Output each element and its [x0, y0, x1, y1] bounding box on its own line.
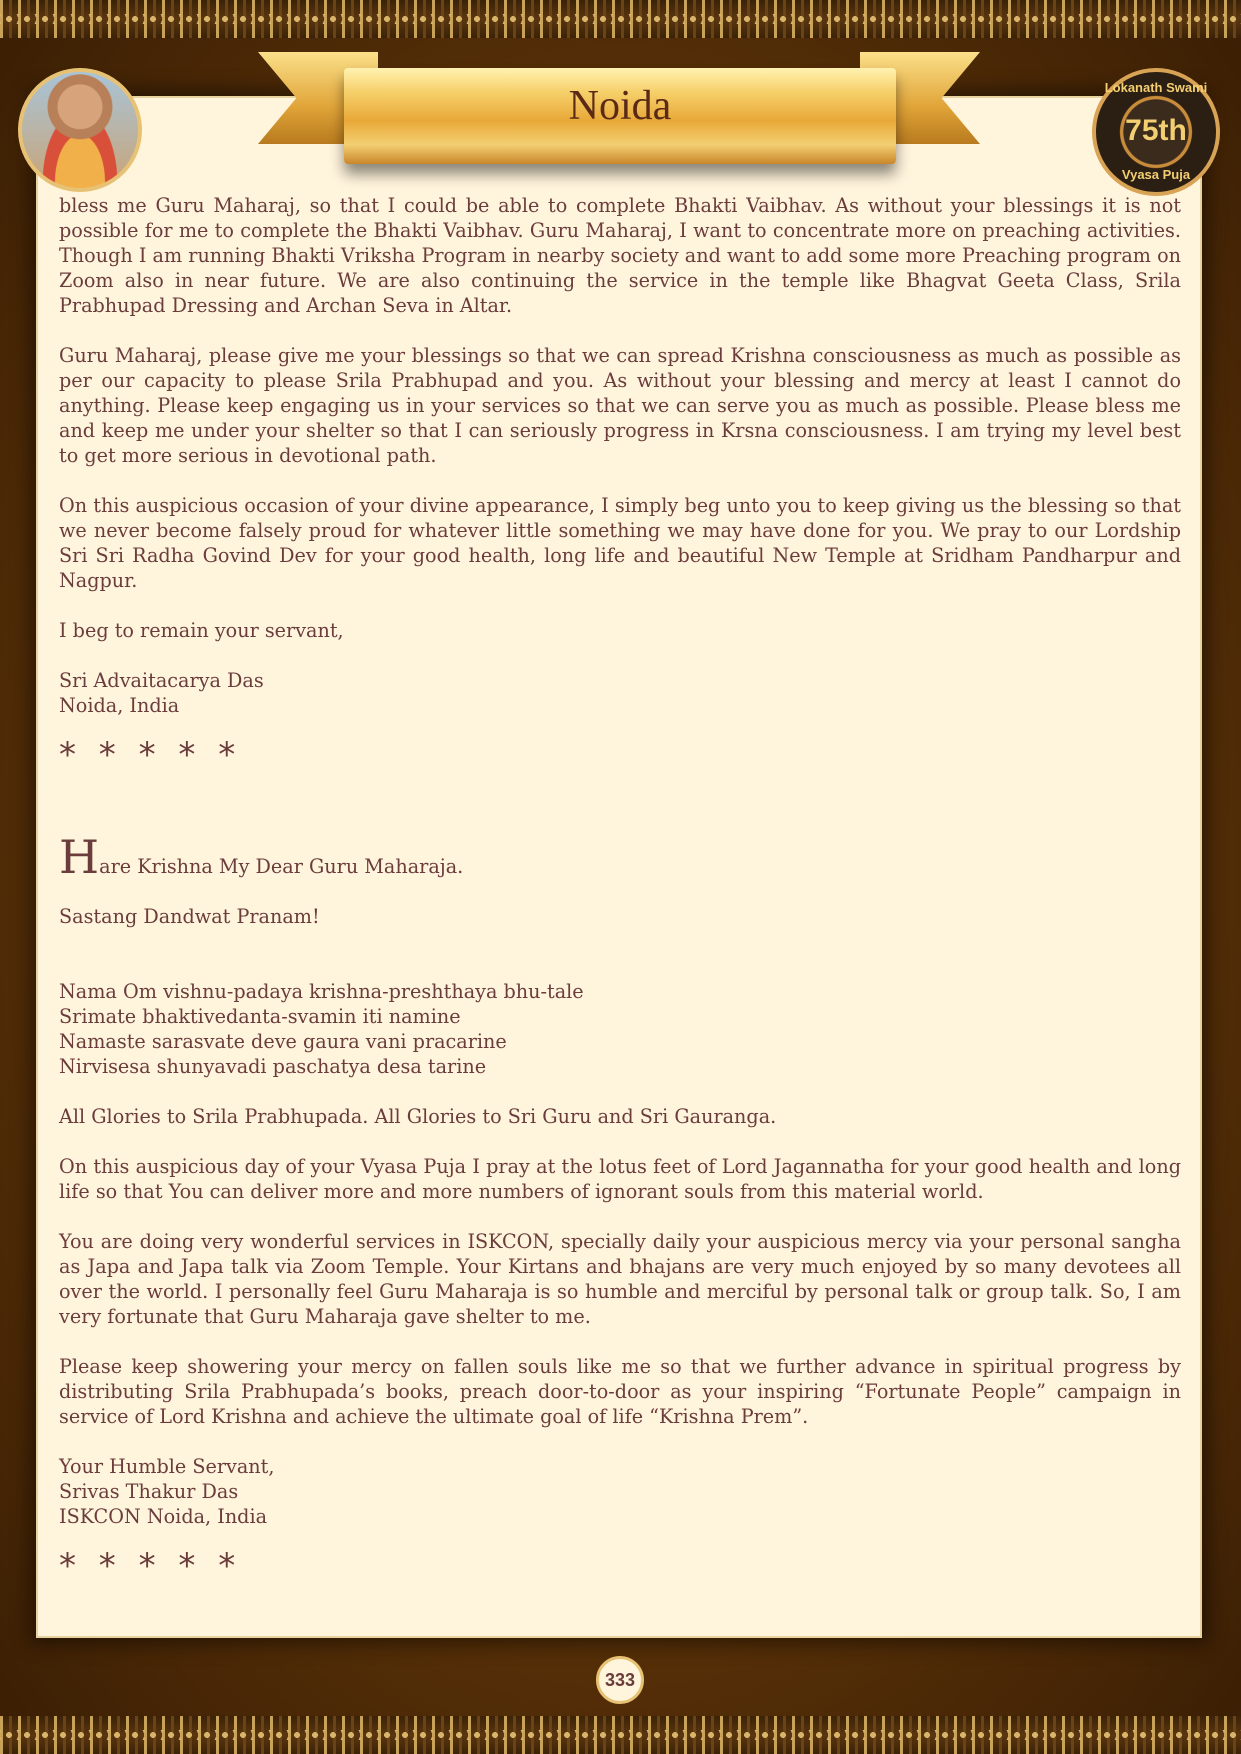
letter1-signature-name: Sri Advaitacarya Das	[59, 669, 264, 692]
verse-line: Srimate bhaktivedanta-svamin iti namine	[59, 1005, 461, 1028]
verse-line: Nama Om vishnu-padaya krishna-preshthaya bhu-tale	[59, 980, 584, 1003]
letter-content	[59, 193, 1181, 1604]
letter2-signature-name: Srivas Thakur Das	[59, 1480, 239, 1503]
vyasa-puja-seal	[1092, 68, 1220, 196]
letter1-closing: I beg to remain your servant,	[59, 619, 344, 642]
page-title: Noida	[568, 83, 672, 129]
letter1-paragraph: Guru Maharaj, please give me your blessings so that we can spread Krishna consciousness as much as possible as per our capacity to please Srila Prabhupad and you. As without your blessing and mercy at least I cannot do anything. Please keep engaging us in your services so that we can serve you as much as possible. Please bless me and keep me under your shelter so that I can seriously progress in Krsna consciousness. I am trying my level best to get more serious in devotional path.	[59, 344, 1181, 467]
letter1-paragraph: On this auspicious occasion of your divine appearance, I simply beg unto you to keep giving us the blessing so that we never become falsely proud for whatever little something we may have done for you. We pray to our Lordship Sri Sri Radha Govind Dev for your good health, long life and beautiful New Temple at Sridham Pandharpur and Nagpur.	[59, 494, 1181, 592]
letter2-paragraph: All Glories to Srila Prabhupada. All Glories to Sri Guru and Sri Gauranga.	[59, 1105, 777, 1128]
dropcap-letter: H	[59, 830, 100, 884]
verse-line: Namaste sarasvate deve gaura vani pracarine	[59, 1030, 507, 1053]
letter2-closing: Your Humble Servant,	[59, 1455, 275, 1478]
letter2-paragraph: Please keep showering your mercy on fallen souls like me so that we further advance in spiritual progress by distributing Srila Prabhupada’s books, preach door-to-door as your inspiring “Fortunate People” campaign in service of Lord Krishna and achieve the ultimate goal of life “Krishna Prem”.	[59, 1355, 1181, 1428]
bottom-decorative-border	[0, 1716, 1241, 1754]
letter1-signature-place: Noida, India	[59, 694, 180, 717]
letter2-salutation: Sastang Dandwat Pranam!	[59, 905, 320, 928]
section-separator: * * * * *	[59, 735, 242, 775]
letter2-greeting	[59, 830, 1181, 884]
greeting-text: are Krishna My Dear Guru Maharaja.	[99, 855, 464, 878]
letter1-paragraph: bless me Guru Maharaj, so that I could be able to complete Bhakti Vaibhav. As without your blessings it is not possible for me to complete the Bhakti Vaibhav. Guru Maharaj, I want to concentrate more on preaching activities. Though I am running Bhakti Vriksha Program in nearby society and want to add some more Preaching program on Zoom also in near future. We are also continuing the service in the temple like Bhagvat Geeta Class, Srila Prabhupad Dressing and Archan Seva in Altar.	[59, 194, 1181, 317]
seal-bottom-text: Vyasa Puja	[1121, 167, 1191, 182]
top-decorative-border	[0, 0, 1241, 38]
section-separator: * * * * *	[59, 1546, 242, 1586]
title-ribbon	[344, 68, 896, 164]
letter2-paragraph: On this auspicious day of your Vyasa Puja I pray at the lotus feet of Lord Jagannatha for your good health and long life so that You can deliver more and more numbers of ignorant souls from this material world.	[59, 1155, 1181, 1203]
verse-line: Nirvisesa shunyavadi paschatya desa tarine	[59, 1055, 487, 1078]
seal-number: 75th	[1125, 114, 1187, 147]
seal-top-text: Lokanath Swami	[1104, 80, 1208, 95]
letter2-paragraph: You are doing very wonderful services in ISKCON, specially daily your auspicious mercy via your personal sangha as Japa and Japa talk via Zoom Temple. Your Kirtans and bhajans are very much enjoyed by so many devotees all over the world. I personally feel Guru Maharaja is so humble and merciful by personal talk or group talk. So, I am very fortunate that Guru Maharaja gave shelter to me.	[59, 1230, 1181, 1328]
page-number-badge: 333	[596, 1656, 644, 1704]
guru-portrait-avatar	[18, 68, 142, 192]
letter2-signature-place: ISKCON Noida, India	[59, 1505, 268, 1528]
